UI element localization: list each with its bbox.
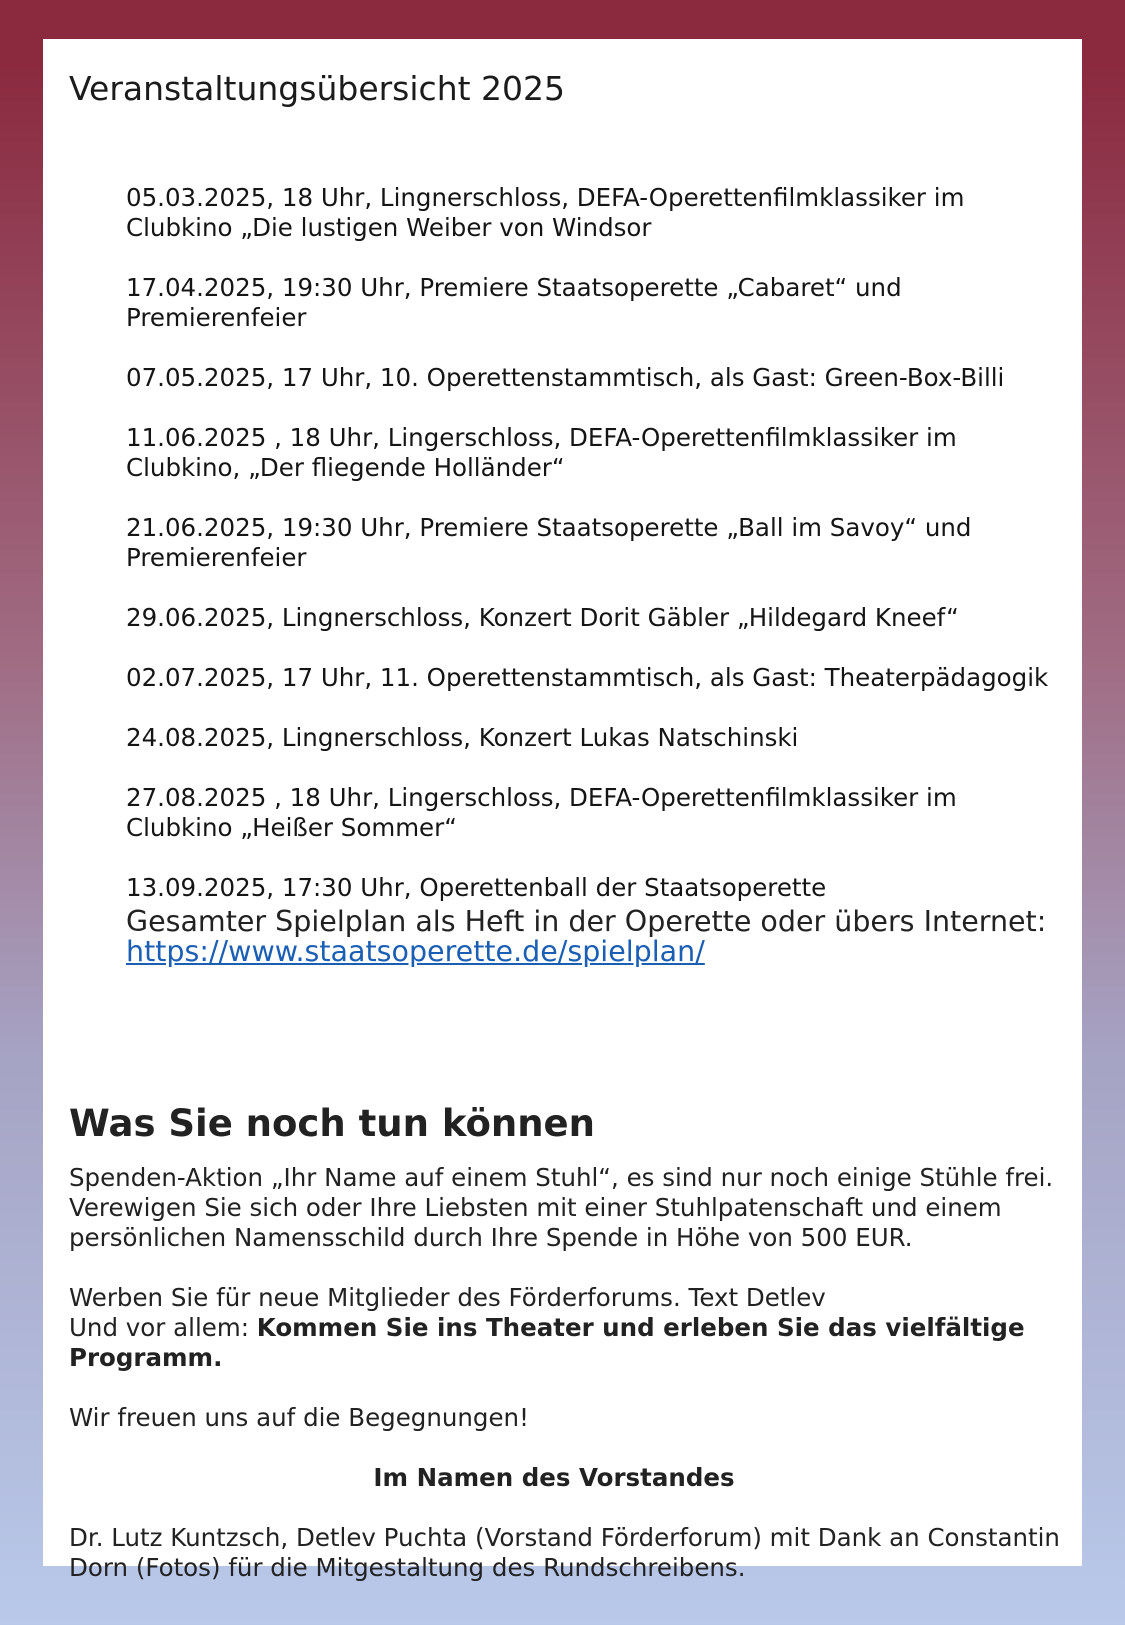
spielplan-link[interactable]: https://www.staatsoperette.de/spielplan/ — [126, 935, 705, 968]
signature-title: Im Namen des Vorstandes — [373, 1463, 735, 1492]
event-item: 13.09.2025, 17:30 Uhr, Operettenball der Staatsoperette — [126, 873, 827, 902]
event-item: 17.04.2025, 19:30 Uhr, Premiere Staatsoperette „Cabaret“ und Premierenfeier — [126, 273, 902, 332]
event-list — [126, 183, 1051, 933]
event-item: 05.03.2025, 18 Uhr, Lingnerschloss, DEFA-Operettenfilmklassiker im Clubkino „Die lustigen Weiber von Windsor — [126, 183, 965, 242]
visit-prefix: Und vor allem: — [69, 1313, 257, 1342]
spielplan-text: Gesamter Spielplan als Heft in der Operette oder übers Internet: — [126, 905, 1047, 938]
page-title: Veranstaltungsübersicht 2025 — [69, 69, 566, 108]
visit-paragraph — [69, 1313, 1064, 1373]
event-item: 24.08.2025, Lingnerschloss, Konzert Lukas Natschinski — [126, 723, 799, 752]
event-item: 02.07.2025, 17 Uhr, 11. Operettenstammtisch, als Gast: Theaterpädagogik — [126, 663, 1049, 692]
section-body — [69, 1163, 1064, 1613]
event-item: 27.08.2025 , 18 Uhr, Lingerschloss, DEFA-Operettenfilmklassiker im Clubkino „Heißer Sommer“ — [126, 783, 957, 842]
donation-paragraph: Spenden-Aktion „Ihr Name auf einem Stuhl“, es sind nur noch einige Stühle frei. Verewigen Sie sich oder Ihre Liebsten mit einer Stuhlpatenschaft und einem persönlichen Namensschild durch Ihre Spende in Höhe von 500 EUR. — [69, 1163, 1054, 1252]
event-item: 11.06.2025 , 18 Uhr, Lingerschloss, DEFA-Operettenfilmklassiker im Clubkino, „Der fliegende Holländer“ — [126, 423, 957, 482]
closing-paragraph: Wir freuen uns auf die Begegnungen! — [69, 1403, 529, 1432]
event-item: 29.06.2025, Lingnerschloss, Konzert Dorit Gäbler „Hildegard Kneef“ — [126, 603, 959, 632]
event-item: 21.06.2025, 19:30 Uhr, Premiere Staatsoperette „Ball im Savoy“ und Premierenfeier — [126, 513, 972, 572]
signature-names: Dr. Lutz Kuntzsch, Detlev Puchta (Vorstand Förderforum) mit Dank an Constantin Dorn (Fotos) für die Mitgestaltung des Rundschreibens. — [69, 1523, 1060, 1582]
visit-call-to-action: Kommen Sie ins Theater und erleben Sie das vielfältige Programm. — [69, 1313, 1025, 1372]
section-title: Was Sie noch tun können — [69, 1102, 595, 1145]
event-item: 07.05.2025, 17 Uhr, 10. Operettenstammtisch, als Gast: Green-Box-Billi — [126, 363, 1005, 392]
spielplan-note — [126, 907, 1061, 967]
recruit-paragraph: Werben Sie für neue Mitglieder des Förderforums. Text Detlev — [69, 1283, 826, 1312]
newsletter-page — [43, 39, 1082, 1582]
